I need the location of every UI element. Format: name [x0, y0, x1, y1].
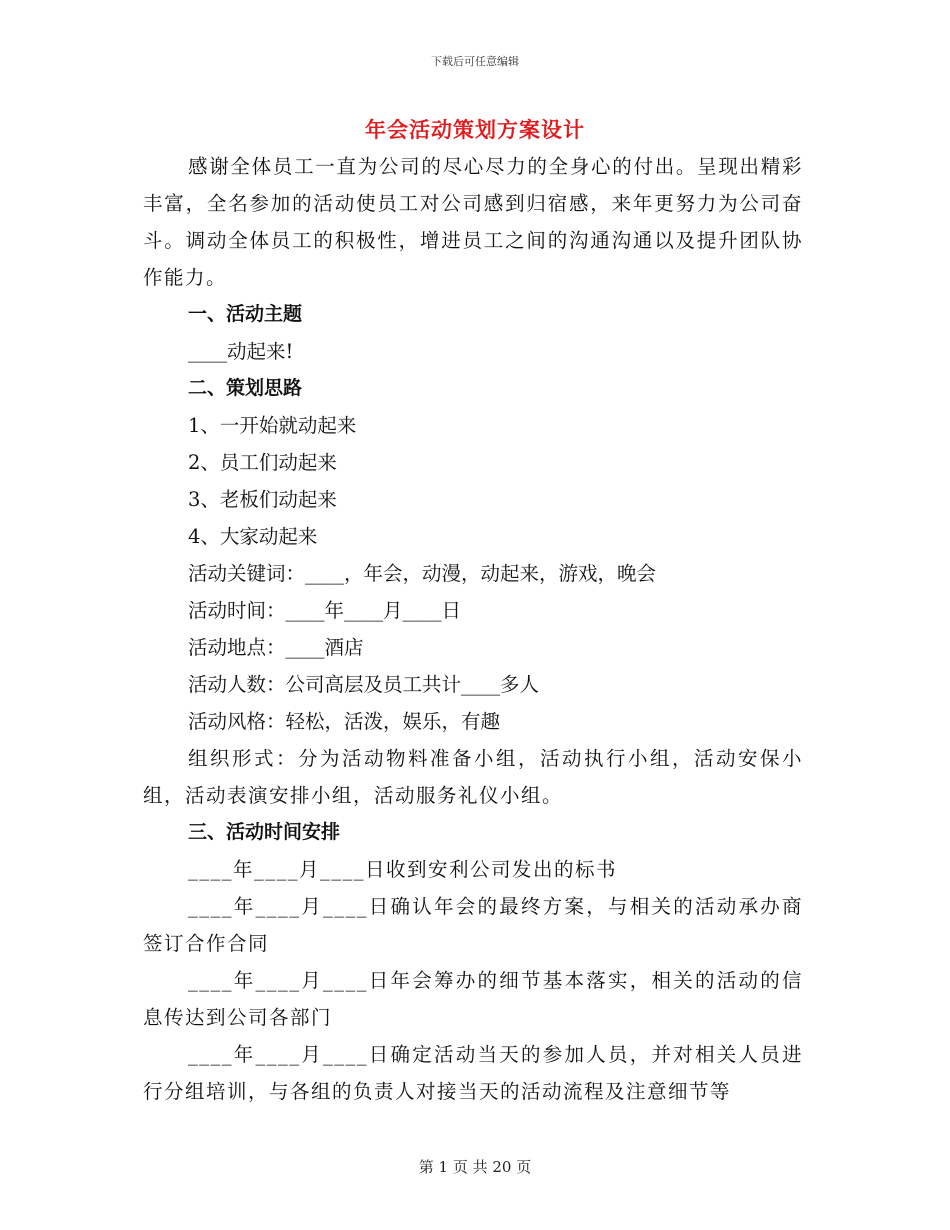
theme-text: ____动起来!	[188, 340, 294, 363]
activity-keywords: 活动关键词：____，年会，动漫，动起来，游戏，晚会	[188, 562, 657, 585]
page-footer: 第 1 页 共 20 页	[418, 1158, 532, 1176]
schedule-entry: ____年____月____日确认年会的最终方案，与相关的活动承办商签订合作合同	[143, 895, 803, 955]
intro-paragraph: 感谢全体员工一直为公司的尽心尽力的全身心的付出。呈现出精彩丰富，全名参加的活动使员工对公司感到归宿感，来年更努力为公司奋斗。调动全体员工的积极性，增进员工之间的沟通沟通以及提升团队协作能力。	[143, 155, 803, 289]
schedule-entry: ____年____月____日年会筹办的细节基本落实，相关的活动的信息传达到公司各部门	[143, 969, 803, 1029]
document-title: 年会活动策划方案设计	[365, 117, 585, 142]
schedule-entry: ____年____月____日确定活动当天的参加人员，并对相关人员进行分组培训，与各组的负责人对接当天的活动流程及注意细节等	[143, 1043, 803, 1103]
section-heading-schedule: 三、活动时间安排	[188, 821, 341, 843]
activity-style: 活动风格：轻松，活泼，娱乐，有趣	[188, 710, 501, 733]
section-heading-theme: 一、活动主题	[188, 303, 303, 325]
activity-organization: 组织形式：分为活动物料准备小组，活动执行小组，活动安保小组，活动表演安排小组，活动服务礼仪小组。	[143, 747, 803, 807]
schedule-entry: ____年____月____日收到安利公司发出的标书	[188, 858, 618, 881]
activity-time: 活动时间：____年____月____日	[188, 599, 462, 622]
section-heading-planning: 二、策划思路	[188, 377, 303, 399]
header-note: 下载后可任意编辑	[431, 55, 519, 68]
planning-item: 2、员工们动起来	[188, 451, 337, 474]
planning-item: 4、大家动起来	[188, 525, 318, 548]
activity-place: 活动地点：____酒店	[188, 636, 364, 659]
planning-item: 3、老板们动起来	[188, 488, 337, 511]
activity-people: 活动人数：公司高层及员工共计____多人	[188, 673, 540, 696]
planning-item: 1、一开始就动起来	[188, 414, 357, 437]
document-body	[143, 148, 803, 1110]
